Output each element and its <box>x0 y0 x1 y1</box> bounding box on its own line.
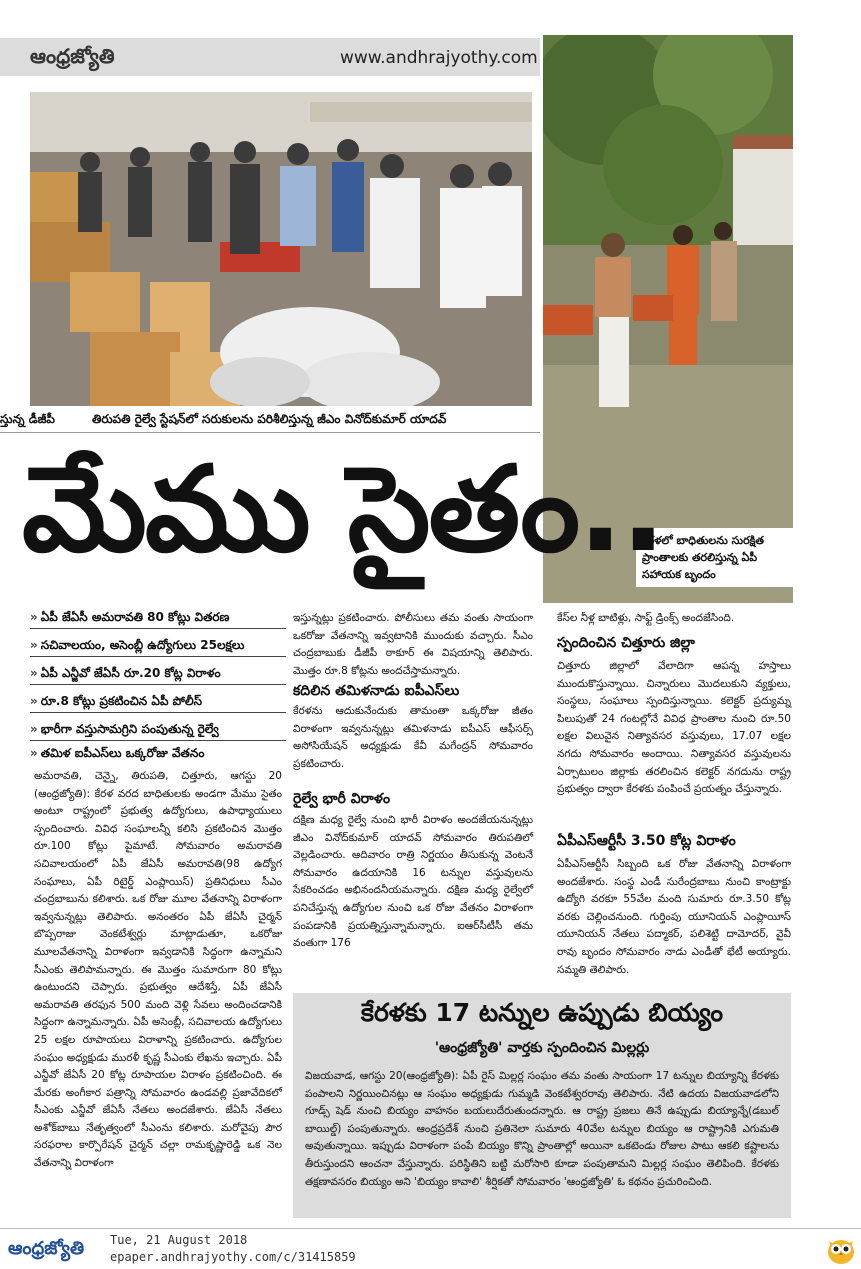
bullet-item <box>30 718 286 741</box>
rice-box-subtitle: 'ఆంధ్రజ్యోతి' వార్తకు స్పందించిన మిల్లర్లు <box>434 1040 650 1056</box>
article-tamilnadu-ips: కేరళను ఆదుకునేందుకు తామంతా ఒక్కరోజు జీతం విరాళంగా ఇవ్వనున్నట్లు తమిళనాడు ఐపీఎస్ ఆఫీసర్స్ అసోసియేషన్ అధ్యక్షుడు కేవీ మగేంద్రన్ సోమవారం ప్రకటించారు. <box>293 705 533 770</box>
article-chittoor: చిత్తూరు జిల్లాలో వేలాదిగా ఆపన్న హస్తాలు ముందుకొస్తున్నాయి. చిన్నారులు మొదలుకుని వ్యక్తులు, సంస్థలు, సంఘాలు స్పందిస్తున్నాయి. కలెక్టర్ ప్రద్యుమ్న పిలుపుతో 24 గంటల్లోనే వివిధ ప్రాంతాల నుంచి రూ.50 లక్షల విలువైన నిత్యావసర వస్తువులు, 17.07 లక్షల నగదు సోమవారం అందాయి. నిత్యావసర వస్తువులను ఏర్పాటులం జిల్లాకు తరలించిన కలెక్టర్ నగదును రాష్ట్ర ప్రభుత్వం ద్వారా కేరళకు పంపించే ప్రయత్నం చేస్తున్నారు. <box>557 660 791 796</box>
bullet-text: రూ.8 కోట్లు ప్రకటించిన ఏపీ పోలీస్ <box>40 694 203 708</box>
article-railway: దక్షిణ మధ్య రైల్వే నుంచి భారీ విరాళం అందజేయనున్నట్లు జీఎం వినోద్‌కుమార్ యాదవ్ సోమవారం తిరుపతిలో వెల్లడించారు. ఆదివారం రాత్రి నిర్ణయం తీసుకున్న వెంటనే సోమవారం ఉదయానికి 16 టన్నుల వస్తువులను సేకరించడం అభినందనీయమన్నారు. దక్షిణ మధ్య రైల్వేలో పనిచేస్తున్న ఉద్యోగుల నుంచి ఒక రోజు వేతనం విరాళంగా పంపడానికి ప్రయత్నిస్తున్నామన్నారు. ఐఆర్‌సీటీసీ తమ వంతుగా 176 <box>293 814 533 950</box>
article-column-2-intro: ఇస్తున్నట్లు ప్రకటించారు. పోలీసులు తమ వంతు సాయంగా ఒకరోజు వేతనాన్ని ఇవ్వటానికి ముందుకు వచ్చారు. సీఎం చంద్రబాబుకు డీజీపీ ఠాకూర్ ఈ విషయాన్ని తెలిపారు. మొత్తం రూ.8 కోట్లను అందచేస్తామన్నారు. <box>293 612 533 677</box>
double-arrow-icon: » <box>30 722 38 736</box>
footer-logo: ఆంధ్రజ్యోతి <box>8 1238 85 1259</box>
bullet-item <box>30 662 286 685</box>
bullet-text: తమిళ ఐపీఎస్‌లు ఒక్కరోజు వేతనం <box>40 746 205 760</box>
bullet-text: భారీగా వస్తుసామగ్రిని పంపుతున్న రైల్వే <box>40 722 219 736</box>
double-arrow-icon: » <box>30 666 38 680</box>
article-column-1: అమరావతి, చెన్నై, తిరుపతి, చిత్తూరు, ఆగస్టు 20 (ఆంధ్రజ్యోతి): కేరళ వరద బాధితులకు అండగా మేము సైతం అంటూ రాష్ట్రంలో ప్రభుత్వ ఉద్యోగులు, ఉపాధ్యాయులు స్పందించారు. వివిధ సంఘాలన్నీ కలిసి ప్రకటించిన మొత్తం రూ.100 కోట్లు పైమాటే. సోమవారం అమరావతి సచివాలయంలో ఏపీ జేఏసీ అమరావతి(98 ఉద్యోగ సంఘాలు, ఏపీ రిటైర్డ్ ఎంప్లాయిస్) ప్రతినిధులు సీఎం చంద్రబాబును కలిశారు. ఒక రోజు మూల వేతనాన్ని విరాళంగా ఇవ్వనున్నట్లు తెలిపారు. అనంతరం ఏపీ జేఏసీ చైర్మన్ బొప్పరాజు వెంకటేశ్వర్లు మాట్లాడుతూ, ఒకరోజు మూలవేతనాన్ని విరాళంగా ఇవ్వడానికి సిద్ధంగా ఉన్నామని సీఎంకు తెలిపామన్నారు. ఈ మొత్తం సుమారుగా 80 కోట్లు ఉంటుందని చెప్పారు. ప్రభుత్వం ఆదేశిస్తే, ఏపీ జేఏసీ అమరావతి తరఫున 500 మంది వెళ్లి సేవలు అందించడానికి సిద్ధంగా ఉన్నామన్నారు. ఏపీ అసెంబ్లీ, సచివాలయ ఉద్యోగులు 25 లక్షల రూపాయలు విరాళాన్ని ప్రకటించారు. ఉద్యోగుల సంఘం అధ్యక్షుడు మురళీ కృష్ణ సీఎంకు లేఖను ఇచ్చారు. ఏపీ ఎన్జీవో జేఏసీ 20 కోట్ల రూపాయల విరాళం ప్రకటించింది. ఈ మేరకు అంగీకార పత్రాన్ని సోమవారం ఉండవల్లి ప్రజావేదికలో సీఎంకు ఎన్జీవో జేఏసీ నేతలు అందజేశారు. జేఏసీ నేతలు అశోక్‌బాబు నేతృత్వంలో సీఎంను కలిశారు. మరోవైపు పౌర సరఫరాల కార్పొరేషన్ చైర్మన్ చల్లా రామకృష్ణారెడ్డి ఒక నెల వేతనాన్ని విరాళంగా <box>34 770 282 1170</box>
masthead-logo: ఆంధ్రజ్యోతి <box>30 44 115 68</box>
subhead-chittoor: స్పందించిన చిత్తూరు జిల్లా <box>557 635 695 651</box>
bullet-item <box>30 634 286 657</box>
double-arrow-icon: » <box>30 610 38 624</box>
double-arrow-icon: » <box>30 694 38 708</box>
bullet-item <box>30 690 286 713</box>
bullet-item <box>30 742 286 764</box>
owl-icon[interactable] <box>826 1233 856 1265</box>
rice-box-title: కేరళకు 17 టన్నుల ఉప్పుడు బియ్యం <box>360 998 724 1027</box>
footer-url[interactable]: epaper.andhrajyothy.com/c/31415859 <box>110 1250 356 1264</box>
footer-divider <box>0 1228 861 1229</box>
bullet-text: సచివాలయం, అసెంబ్లీ ఉద్యోగులు 25లక్షలు <box>40 638 245 652</box>
photo-caption-cut: స్తున్న డీజీపీ <box>0 412 55 426</box>
double-arrow-icon: » <box>30 638 38 652</box>
article-column-3-intro: కేస్‌ల నీళ్ల బాటిళ్లు, సాఫ్ట్ డ్రింక్స్ అందజేసింది. <box>557 612 735 624</box>
subhead-apsrtc: ఏపీఎస్‌ఆర్టీసీ 3.50 కోట్ల విరాళం <box>557 833 736 849</box>
subhead-railway: రైల్వే భారీ విరాళం <box>293 791 391 807</box>
bullet-text: ఏపీ జేఏసీ అమరావతి 80 కోట్లు వితరణ <box>40 610 230 624</box>
rice-box-body: విజయవాడ, ఆగస్టు 20(ఆంధ్రజ్యోతి): ఏపీ రైస్ మిల్లర్ల సంఘం తమ వంతు సాయంగా 17 టన్నుల బియ్యాన్ని కేరళకు పంపాలని నిర్ణయించినట్లు ఆ సంఘం అధ్యక్షుడు గుమ్మడి వెంకటేశ్వరరావు తెలిపారు. నేటి ఉదయ విజయవాడలోని గూడ్స్ షెడ్ నుంచి బియ్యం వాహనం బయలుదేరుతుందన్నారు. ఆ రాష్ట్ర ప్రజలు తినే ఉప్పుడు బియ్యాన్నే(డబుల్ బాయిల్డ్) పంపుతున్నారు. ఆంధ్రప్రదేశ్ నుంచి ప్రతినెలా సుమారు 40వేల టన్నుల బియ్యం ఆ రాష్ట్రానికి ఎగుమతి అవుతున్నాయి. ఇప్పుడు విరాళంగా పంపే బియ్యం కొన్ని ప్రాంతాల్లో అయినా ఒకటెండు రోజుల పాటు ఆకలి కష్టాలను తీరుస్తుందని ఆంచనా వేస్తున్నారు. పరిస్థితిని బట్టి మరోసారి కూడా పంపుతామని మిల్లర్ల సంఘం తెలిపింది. కేరళకు తక్షణావసరం బియ్యం అని 'బియ్యం కావాలి' శీర్షికతో సోమవారం 'ఆంధ్రజ్యోతి' ఓ కథనం ప్రచురించింది. <box>305 1070 779 1188</box>
article-apsrtc: ఏపీఎస్‌ఆర్టీసీ సిబ్బంది ఒక రోజు వేతనాన్ని విరాళంగా అందజేశారు. సంస్థ ఎండీ సురేంద్రబాబు నుంచి కాంట్రాక్టు ఉద్యోగి వరకూ 55వేల మంది సుమారు రూ.3.50 కోట్ల వరకు చెల్లించనుంది. గుర్తింపు యూనియన్ ఎంప్లాయీస్ యూనియన్ నేతలు పద్మాకర్, పలిశెట్టి దామోదర్, వైవీ రావు బృందం సోమవారం నాడు ఎండీతో భేటీ అయ్యారు. సమ్మతి తెలిపారు. <box>557 858 791 976</box>
caption-divider <box>0 432 540 433</box>
photo-railway-station <box>30 92 532 406</box>
subhead-tamilnadu-ips: కదిలిన తమిళనాడు ఐపీఎస్‌లు <box>293 683 460 699</box>
double-arrow-icon: » <box>30 746 38 760</box>
masthead-site: www.andhrajyothy.com <box>340 48 538 68</box>
bullet-item <box>30 606 286 629</box>
photo-caption-railway: తిరుపతి రైల్వే స్టేషన్‌లో సరుకులను పరిశీలిస్తున్న జీఎం వినోద్‌కుమార్ యాదవ్ <box>92 412 447 426</box>
footer-date: Tue, 21 August 2018 <box>110 1233 248 1247</box>
bullet-text: ఏపీ ఎన్జీవో జేఏసీ రూ.20 కోట్ల విరాళం <box>40 666 221 680</box>
photo-caption-kerala: కేరళలో బాధితులను సురక్షిత ప్రాంతాలకు తరలిస్తున్న ఏపీ సహాయక బృందం <box>636 528 798 587</box>
headline: మేము సైతం.. <box>22 440 664 578</box>
